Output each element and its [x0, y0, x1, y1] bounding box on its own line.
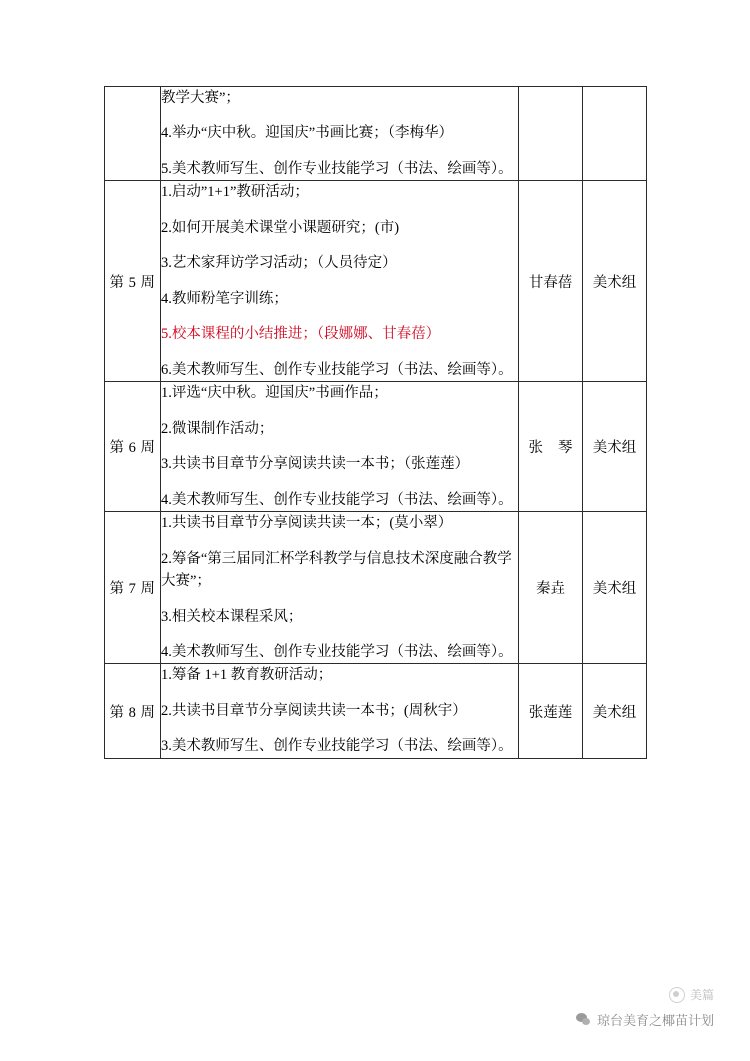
content-line: 3.共读书目章节分享阅读共读一本书；（张莲莲） — [161, 456, 470, 473]
schedule-table — [104, 86, 647, 759]
content-line: 3.美术教师写生、创作专业技能学习（书法、绘画等）。 — [161, 738, 513, 755]
brand-watermark — [669, 986, 714, 1003]
content-line: 4.美术教师写生、创作专业技能学习（书法、绘画等）。 — [161, 643, 513, 660]
content-line: 6.美术教师写生、创作专业技能学习（书法、绘画等）。 — [161, 361, 513, 378]
wechat-icon — [576, 1013, 591, 1026]
person-cell: 张莲莲 — [519, 664, 583, 758]
week-label — [105, 87, 161, 181]
content-line: 3.相关校本课程采风； — [161, 608, 303, 625]
person-cell: 秦垚 — [519, 512, 583, 664]
content-cell — [161, 382, 519, 512]
content-line: 2.筹备“第三届同汇杯学科教学与信息技术深度融合教学大赛”； — [161, 550, 512, 590]
table-row — [105, 382, 647, 512]
content-line: 4.美术教师写生、创作专业技能学习（书法、绘画等）。 — [161, 491, 513, 508]
content-line: 4.教师粉笔字训练； — [161, 290, 288, 307]
footer — [0, 983, 750, 1043]
week-label: 第 8 周 — [105, 664, 161, 758]
content-line: 1.评选“庆中秋。迎国庆”书画作品； — [161, 385, 388, 402]
week-label: 第 7 周 — [105, 512, 161, 664]
person-cell — [519, 87, 583, 181]
content-cell — [161, 181, 519, 382]
brand-logo-icon — [669, 987, 685, 1003]
table-row — [105, 664, 647, 758]
content-cell — [161, 512, 519, 664]
content-line: 2.微课制作活动； — [161, 420, 274, 437]
wechat-account-label: 琼台美育之椰苗计划 — [596, 1013, 714, 1028]
wechat-account-watermark — [576, 1010, 714, 1029]
group-cell: 美术组 — [583, 181, 647, 382]
table-row — [105, 181, 647, 382]
group-cell: 美术组 — [583, 664, 647, 758]
group-cell: 美术组 — [583, 382, 647, 512]
content-cell — [161, 87, 519, 181]
person-cell — [519, 382, 583, 512]
content-line: 5.美术教师写生、创作专业技能学习（书法、绘画等）。 — [161, 160, 513, 177]
content-cell — [161, 664, 519, 758]
content-line-highlighted: 5.校本课程的小结推进；（段娜娜、甘春蓓） — [161, 326, 441, 343]
week-label: 第 6 周 — [105, 382, 161, 512]
content-line: 1.共读书目章节分享阅读共读一本；(莫小翠） — [161, 515, 453, 532]
person-name: 张 琴 — [528, 440, 573, 457]
table-row — [105, 512, 647, 664]
table-row — [105, 87, 647, 181]
week-label: 第 5 周 — [105, 181, 161, 382]
brand-label: 美篇 — [689, 988, 714, 1002]
group-cell: 美术组 — [583, 512, 647, 664]
content-line: 教学大赛”； — [161, 90, 240, 106]
content-line: 4.举办“庆中秋。迎国庆”书画比赛；（李梅华） — [161, 125, 453, 142]
person-cell: 甘春蓓 — [519, 181, 583, 382]
content-line: 1.筹备 1+1 教育教研活动； — [161, 667, 333, 684]
content-line: 3.艺术家拜访学习活动；（人员待定） — [161, 255, 397, 272]
content-line: 1.启动”1+1”教研活动； — [161, 184, 309, 201]
content-line: 2.共读书目章节分享阅读共读一本书；(周秋宇） — [161, 702, 467, 719]
group-cell — [583, 87, 647, 181]
content-line: 2.如何开展美术课堂小课题研究；(市) — [161, 219, 400, 236]
